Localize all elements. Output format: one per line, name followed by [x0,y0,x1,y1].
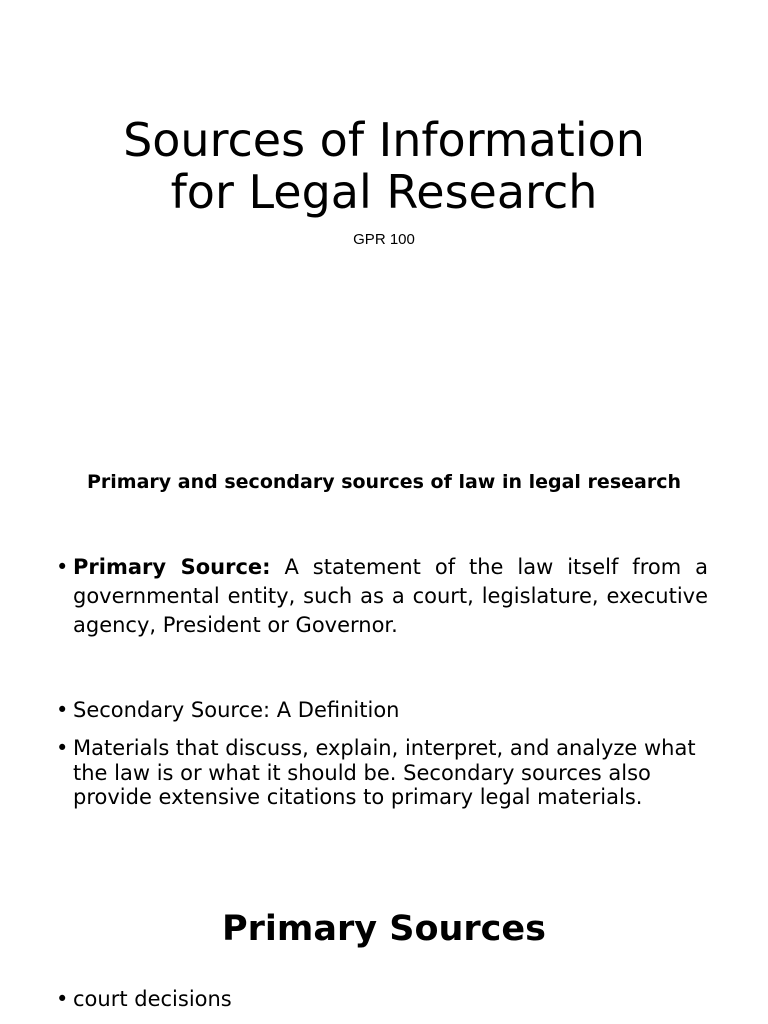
bullet-dot-icon: • [56,987,69,1011]
slide-heading: Primary and secondary sources of law in legal research [87,471,681,493]
slide-heading: Primary Sources [221,909,546,949]
bullet-dot-icon: • [56,555,69,579]
bullet-term: Primary Source: [73,555,271,579]
bullet-dot-icon: • [56,736,69,760]
bullet-text: Materials that discuss, explain, interpret, and analyze what the law is or what it should be. Secondary sources also provide extensive citations to primary legal materials. [73,736,696,809]
bullet-text: court decisions [73,987,232,1011]
presentation-title-line-2: for Legal Research [170,165,598,219]
presentation-title-line-1: Sources of Information [123,113,645,167]
bullet-text: A statement of the law itself from a governmental entity, such as a court, legislature, executive agency, President or Governor. [73,555,708,637]
bullet-text: Secondary Source: A Definition [73,698,400,722]
bullet-dot-icon: • [56,698,69,722]
bullet-secondary-source [56,697,708,723]
bullet-primary-source [56,553,708,640]
presentation-subtitle: GPR 100 [353,231,415,248]
bullet-court-decisions [56,986,708,1012]
bullet-secondary-definition [56,736,708,810]
